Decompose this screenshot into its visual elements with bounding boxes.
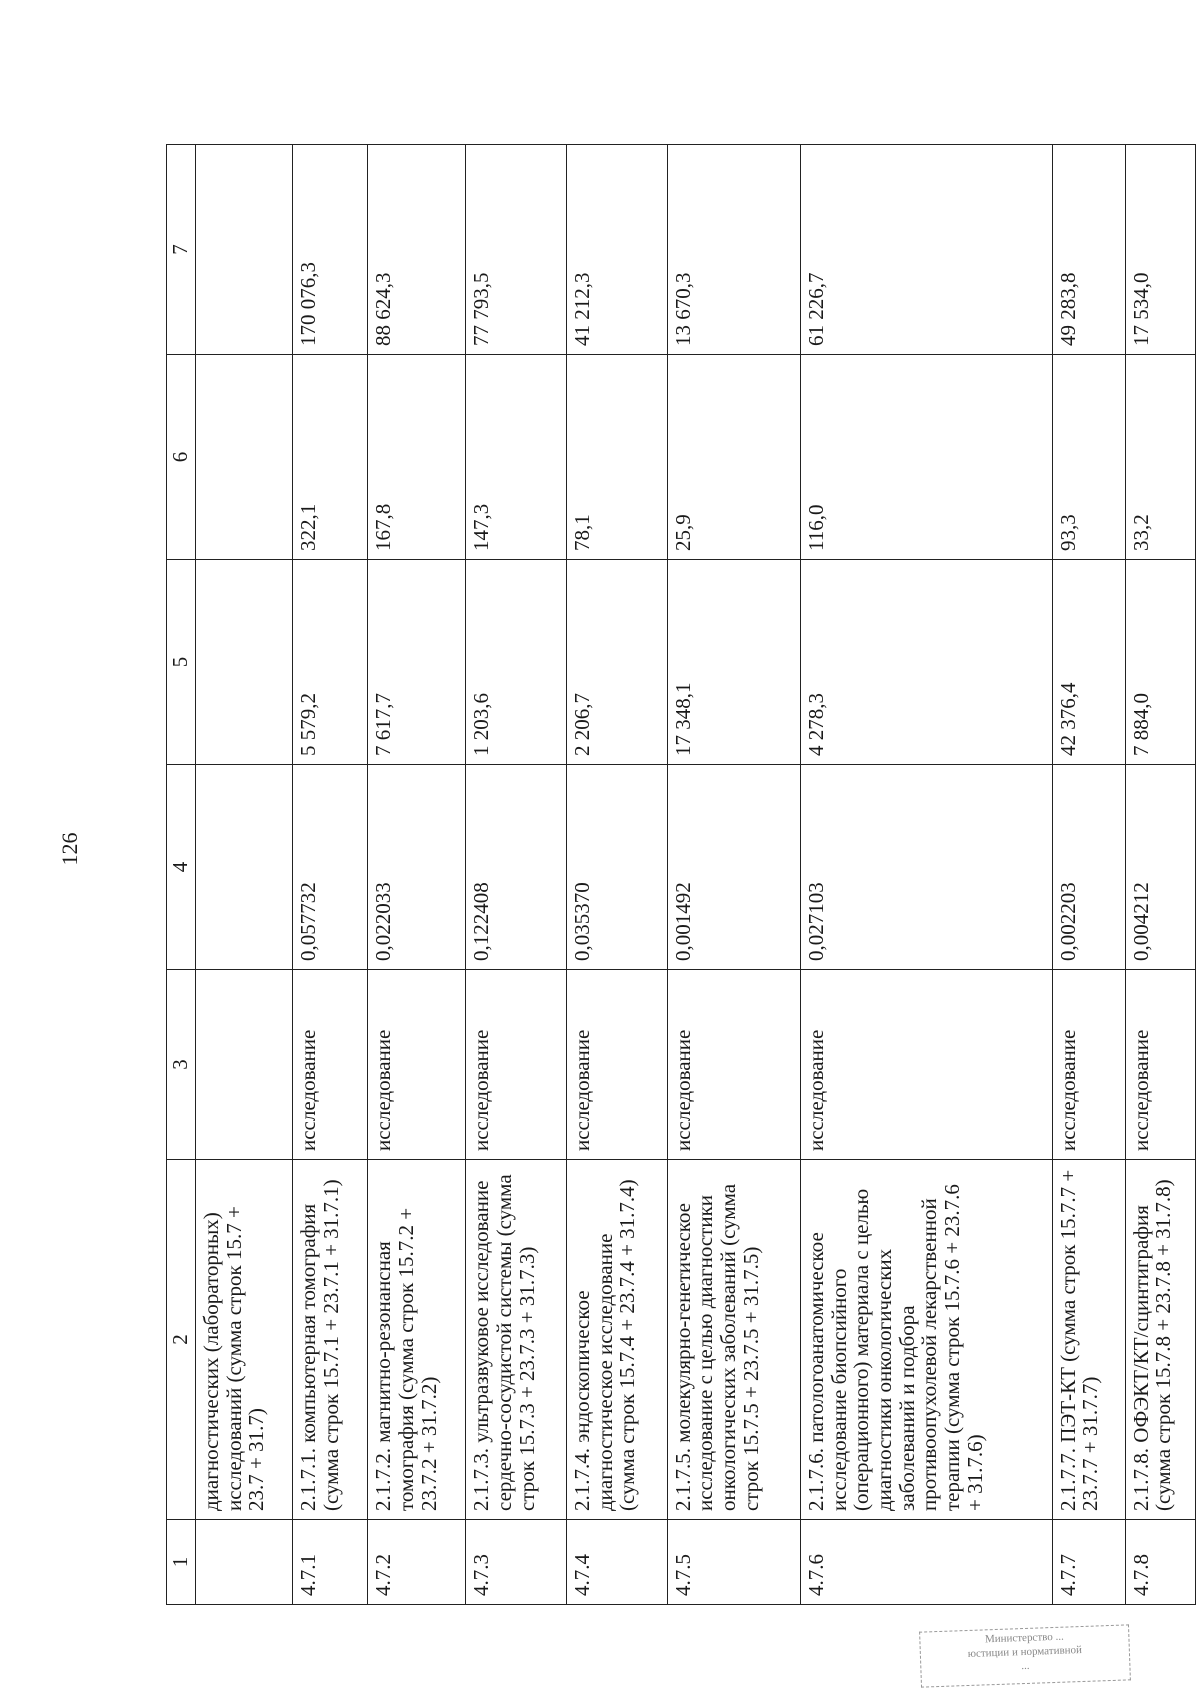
row-value <box>196 560 293 765</box>
row-value: 5 579,2 <box>292 560 367 765</box>
row-value: 33,2 <box>1125 355 1195 560</box>
row-value: 0,027103 <box>801 765 1053 970</box>
row-value: 41 212,3 <box>567 145 668 355</box>
header-row <box>167 145 196 1605</box>
row-number: 4.7.1 <box>292 1520 367 1605</box>
table-row <box>466 145 567 1605</box>
table-row <box>567 145 668 1605</box>
stamp-line: ... <box>1021 1659 1030 1673</box>
row-value: 42 376,4 <box>1052 560 1125 765</box>
row-value: 147,3 <box>466 355 567 560</box>
row-value: 61 226,7 <box>801 145 1053 355</box>
table-row <box>196 145 293 1605</box>
row-value: 0,001492 <box>667 765 800 970</box>
table-row <box>292 145 367 1605</box>
row-unit: исследование <box>667 970 800 1160</box>
row-name: 2.1.7.4. эндоскопическое диагностическое исследование (сумма строк 15.7.4 + 23.7.4 + 31.7.4) <box>567 1160 668 1520</box>
row-value: 93,3 <box>1052 355 1125 560</box>
row-number <box>196 1520 293 1605</box>
row-value <box>196 765 293 970</box>
row-unit: исследование <box>567 970 668 1160</box>
row-number: 4.7.5 <box>667 1520 800 1605</box>
row-value: 0,022033 <box>368 765 466 970</box>
row-name: 2.1.7.6. патологоанатомическое исследование биопсийного (операционного) материала с целью диагностики онкологических заболеваний и подбора противоопухолевой лекарственной терапии (сумма строк 15.7.6 + 23.7.6 + 31.7.6) <box>801 1160 1053 1520</box>
row-value: 88 624,3 <box>368 145 466 355</box>
row-value: 2 206,7 <box>567 560 668 765</box>
row-value: 13 670,3 <box>667 145 800 355</box>
row-value: 7 884,0 <box>1125 560 1195 765</box>
row-name: 2.1.7.8. ОФЭКТ/КТ/сцинтиграфия (сумма строк 15.7.8 + 23.7.8 + 31.7.8) <box>1125 1160 1195 1520</box>
table-row <box>1052 145 1125 1605</box>
row-value: 25,9 <box>667 355 800 560</box>
row-value: 78,1 <box>567 355 668 560</box>
row-unit: исследование <box>1052 970 1125 1160</box>
registration-stamp <box>919 1624 1131 1687</box>
table-row <box>368 145 466 1605</box>
row-unit: исследование <box>292 970 367 1160</box>
row-number: 4.7.2 <box>368 1520 466 1605</box>
column-header: 6 <box>167 355 196 560</box>
row-number: 4.7.4 <box>567 1520 668 1605</box>
row-unit: исследование <box>801 970 1053 1160</box>
column-header: 5 <box>167 560 196 765</box>
row-value: 49 283,8 <box>1052 145 1125 355</box>
column-header: 1 <box>167 1520 196 1605</box>
row-value: 77 793,5 <box>466 145 567 355</box>
row-value: 0,057732 <box>292 765 367 970</box>
row-unit: исследование <box>1125 970 1195 1160</box>
row-value: 0,002203 <box>1052 765 1125 970</box>
row-name: 2.1.7.3. ультразвуковое исследование сердечно-сосудистой системы (сумма строк 15.7.3 + 23.7.3 + 31.7.3) <box>466 1160 567 1520</box>
row-name: 2.1.7.1. компьютерная томография (сумма строк 15.7.1 + 23.7.1 + 31.7.1) <box>292 1160 367 1520</box>
row-value: 4 278,3 <box>801 560 1053 765</box>
row-value: 322,1 <box>292 355 367 560</box>
stamp-line: юстиции и нормативной <box>967 1644 1083 1660</box>
row-name: диагностических (лабораторных) исследований (сумма строк 15.7 + 23.7 + 31.7) <box>196 1160 293 1520</box>
row-number: 4.7.8 <box>1125 1520 1195 1605</box>
row-number: 4.7.3 <box>466 1520 567 1605</box>
row-value: 7 617,7 <box>368 560 466 765</box>
row-value <box>196 145 293 355</box>
row-value: 0,004212 <box>1125 765 1195 970</box>
row-name: 2.1.7.2. магнитно-резонансная томография (сумма строк 15.7.2 + 23.7.2 + 31.7.2) <box>368 1160 466 1520</box>
stamp-line: Министерство ... <box>984 1630 1064 1646</box>
row-value: 116,0 <box>801 355 1053 560</box>
row-name: 2.1.7.5. молекулярно-генетическое исследование с целью диагностики онкологических заболеваний (сумма строк 15.7.5 + 23.7.5 + 31.7.5) <box>667 1160 800 1520</box>
column-header: 3 <box>167 970 196 1160</box>
row-unit: исследование <box>368 970 466 1160</box>
row-value: 0,035370 <box>567 765 668 970</box>
table-row <box>1125 145 1195 1605</box>
row-value: 17 534,0 <box>1125 145 1195 355</box>
row-value: 1 203,6 <box>466 560 567 765</box>
row-value: 167,8 <box>368 355 466 560</box>
table-row <box>667 145 800 1605</box>
row-name: 2.1.7.7. ПЭТ-КТ (сумма строк 15.7.7 + 23.7.7 + 31.7.7) <box>1052 1160 1125 1520</box>
page-number: 126 <box>57 832 82 866</box>
row-value: 170 076,3 <box>292 145 367 355</box>
data-table <box>166 144 1196 1605</box>
rotated-table <box>166 145 1196 1605</box>
column-header: 4 <box>167 765 196 970</box>
column-header: 2 <box>167 1160 196 1520</box>
row-value: 0,122408 <box>466 765 567 970</box>
row-unit <box>196 970 293 1160</box>
column-header: 7 <box>167 145 196 355</box>
row-number: 4.7.6 <box>801 1520 1053 1605</box>
row-value: 17 348,1 <box>667 560 800 765</box>
row-number: 4.7.7 <box>1052 1520 1125 1605</box>
row-value <box>196 355 293 560</box>
row-unit: исследование <box>466 970 567 1160</box>
table-row <box>801 145 1053 1605</box>
